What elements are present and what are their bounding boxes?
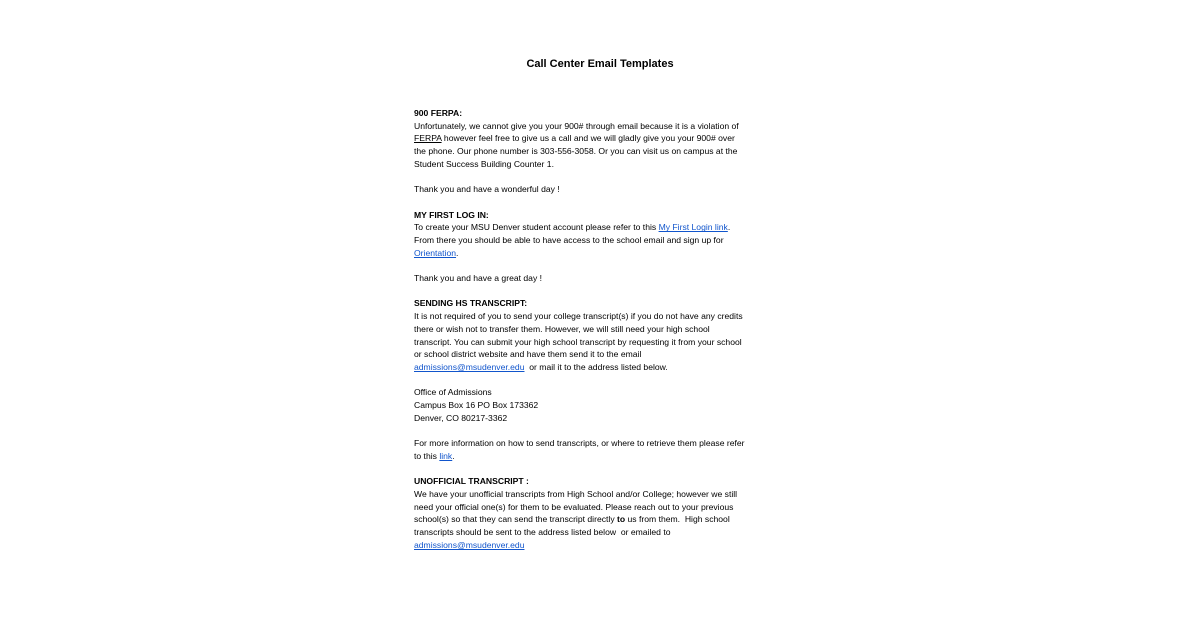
admissions-email-link[interactable]: admissions@msudenver.edu [414,362,525,372]
spacer [414,463,786,476]
document-body [414,107,786,552]
text-run: . [452,450,455,461]
text-run: . [727,222,731,233]
ferpa-term: FERPA [414,133,442,144]
paragraph-line: there or wish not to transfer them. However, we will still need your high school [414,323,710,334]
text-run: To create your MSU Denver student account please refer to this [414,222,659,233]
closing-line: Thank you and have a wonderful day ! [414,184,560,195]
paragraph-line: need your official one(s) for them to be evaluated. Please reach out to your previous [414,501,734,512]
address-line: Denver, CO 80217-3362 [414,412,508,423]
section-heading-unofficial-transcript: UNOFFICIAL TRANSCRIPT : [414,476,529,487]
paragraph-line [414,247,786,260]
address-line: Office of Admissions [414,387,492,398]
spacer [414,259,786,272]
admissions-email-link-2[interactable]: admissions@msudenver.edu [414,539,525,550]
address-line: Campus Box 16 PO Box 173362 [414,400,539,411]
spacer [414,374,786,387]
text-run: school(s) so that they can send the transcript directly [414,514,618,525]
closing-line: Thank you and have a great day ! [414,273,543,284]
paragraph-line: transcript. You can submit your high school transcript by requesting it from your school [414,336,742,347]
my-first-login-link[interactable]: My First Login link [658,222,728,233]
spacer [414,425,786,438]
transcript-info-link[interactable]: link [439,450,453,461]
text-run: however feel free to give us a call and we will gladly give you your 900# over [441,133,735,144]
orientation-link[interactable]: Orientation [414,247,457,258]
paragraph-line: Unfortunately, we cannot give you your 900# through email because it is a violation of [414,120,739,131]
page-title: Call Center Email Templates [526,58,674,70]
paragraph-line: We have your unofficial transcripts from High School and/or College; however we still [414,488,738,499]
emphasis-to: to [617,514,626,525]
text-run: . [456,247,459,258]
paragraph-line: the phone. Our phone number is 303-556-3058. Or you can visit us on campus at the [414,146,738,157]
paragraph-line [414,539,786,552]
section-heading-hs-transcript: SENDING HS TRANSCRIPT: [414,298,528,309]
paragraph-line: Student Success Building Counter 1. [414,158,554,169]
paragraph-line [414,221,786,234]
paragraph-line [414,450,786,463]
spacer [414,196,786,209]
text-run: us from them. High school [625,514,730,525]
paragraph-line: transcripts should be sent to the address listed below or emailed to [414,527,671,538]
paragraph-line [414,513,786,526]
section-heading-first-login: MY FIRST LOG IN: [414,209,489,220]
paragraph-line [414,361,786,374]
paragraph-line [414,132,786,145]
text-run: or mail it to the address listed below. [524,362,668,372]
paragraph-line: or school district website and have them send it to the email [414,349,642,360]
spacer [414,171,786,184]
paragraph-line: For more information on how to send transcripts, or where to retrieve them please refer [414,438,745,449]
paragraph-line: From there you should be able to have access to the school email and sign up for [414,235,724,245]
text-run: to this [414,450,440,461]
paragraph-line: It is not required of you to send your college transcript(s) if you do not have any credits [414,311,743,322]
spacer [414,285,786,298]
section-heading-ferpa: 900 FERPA: [414,108,463,118]
